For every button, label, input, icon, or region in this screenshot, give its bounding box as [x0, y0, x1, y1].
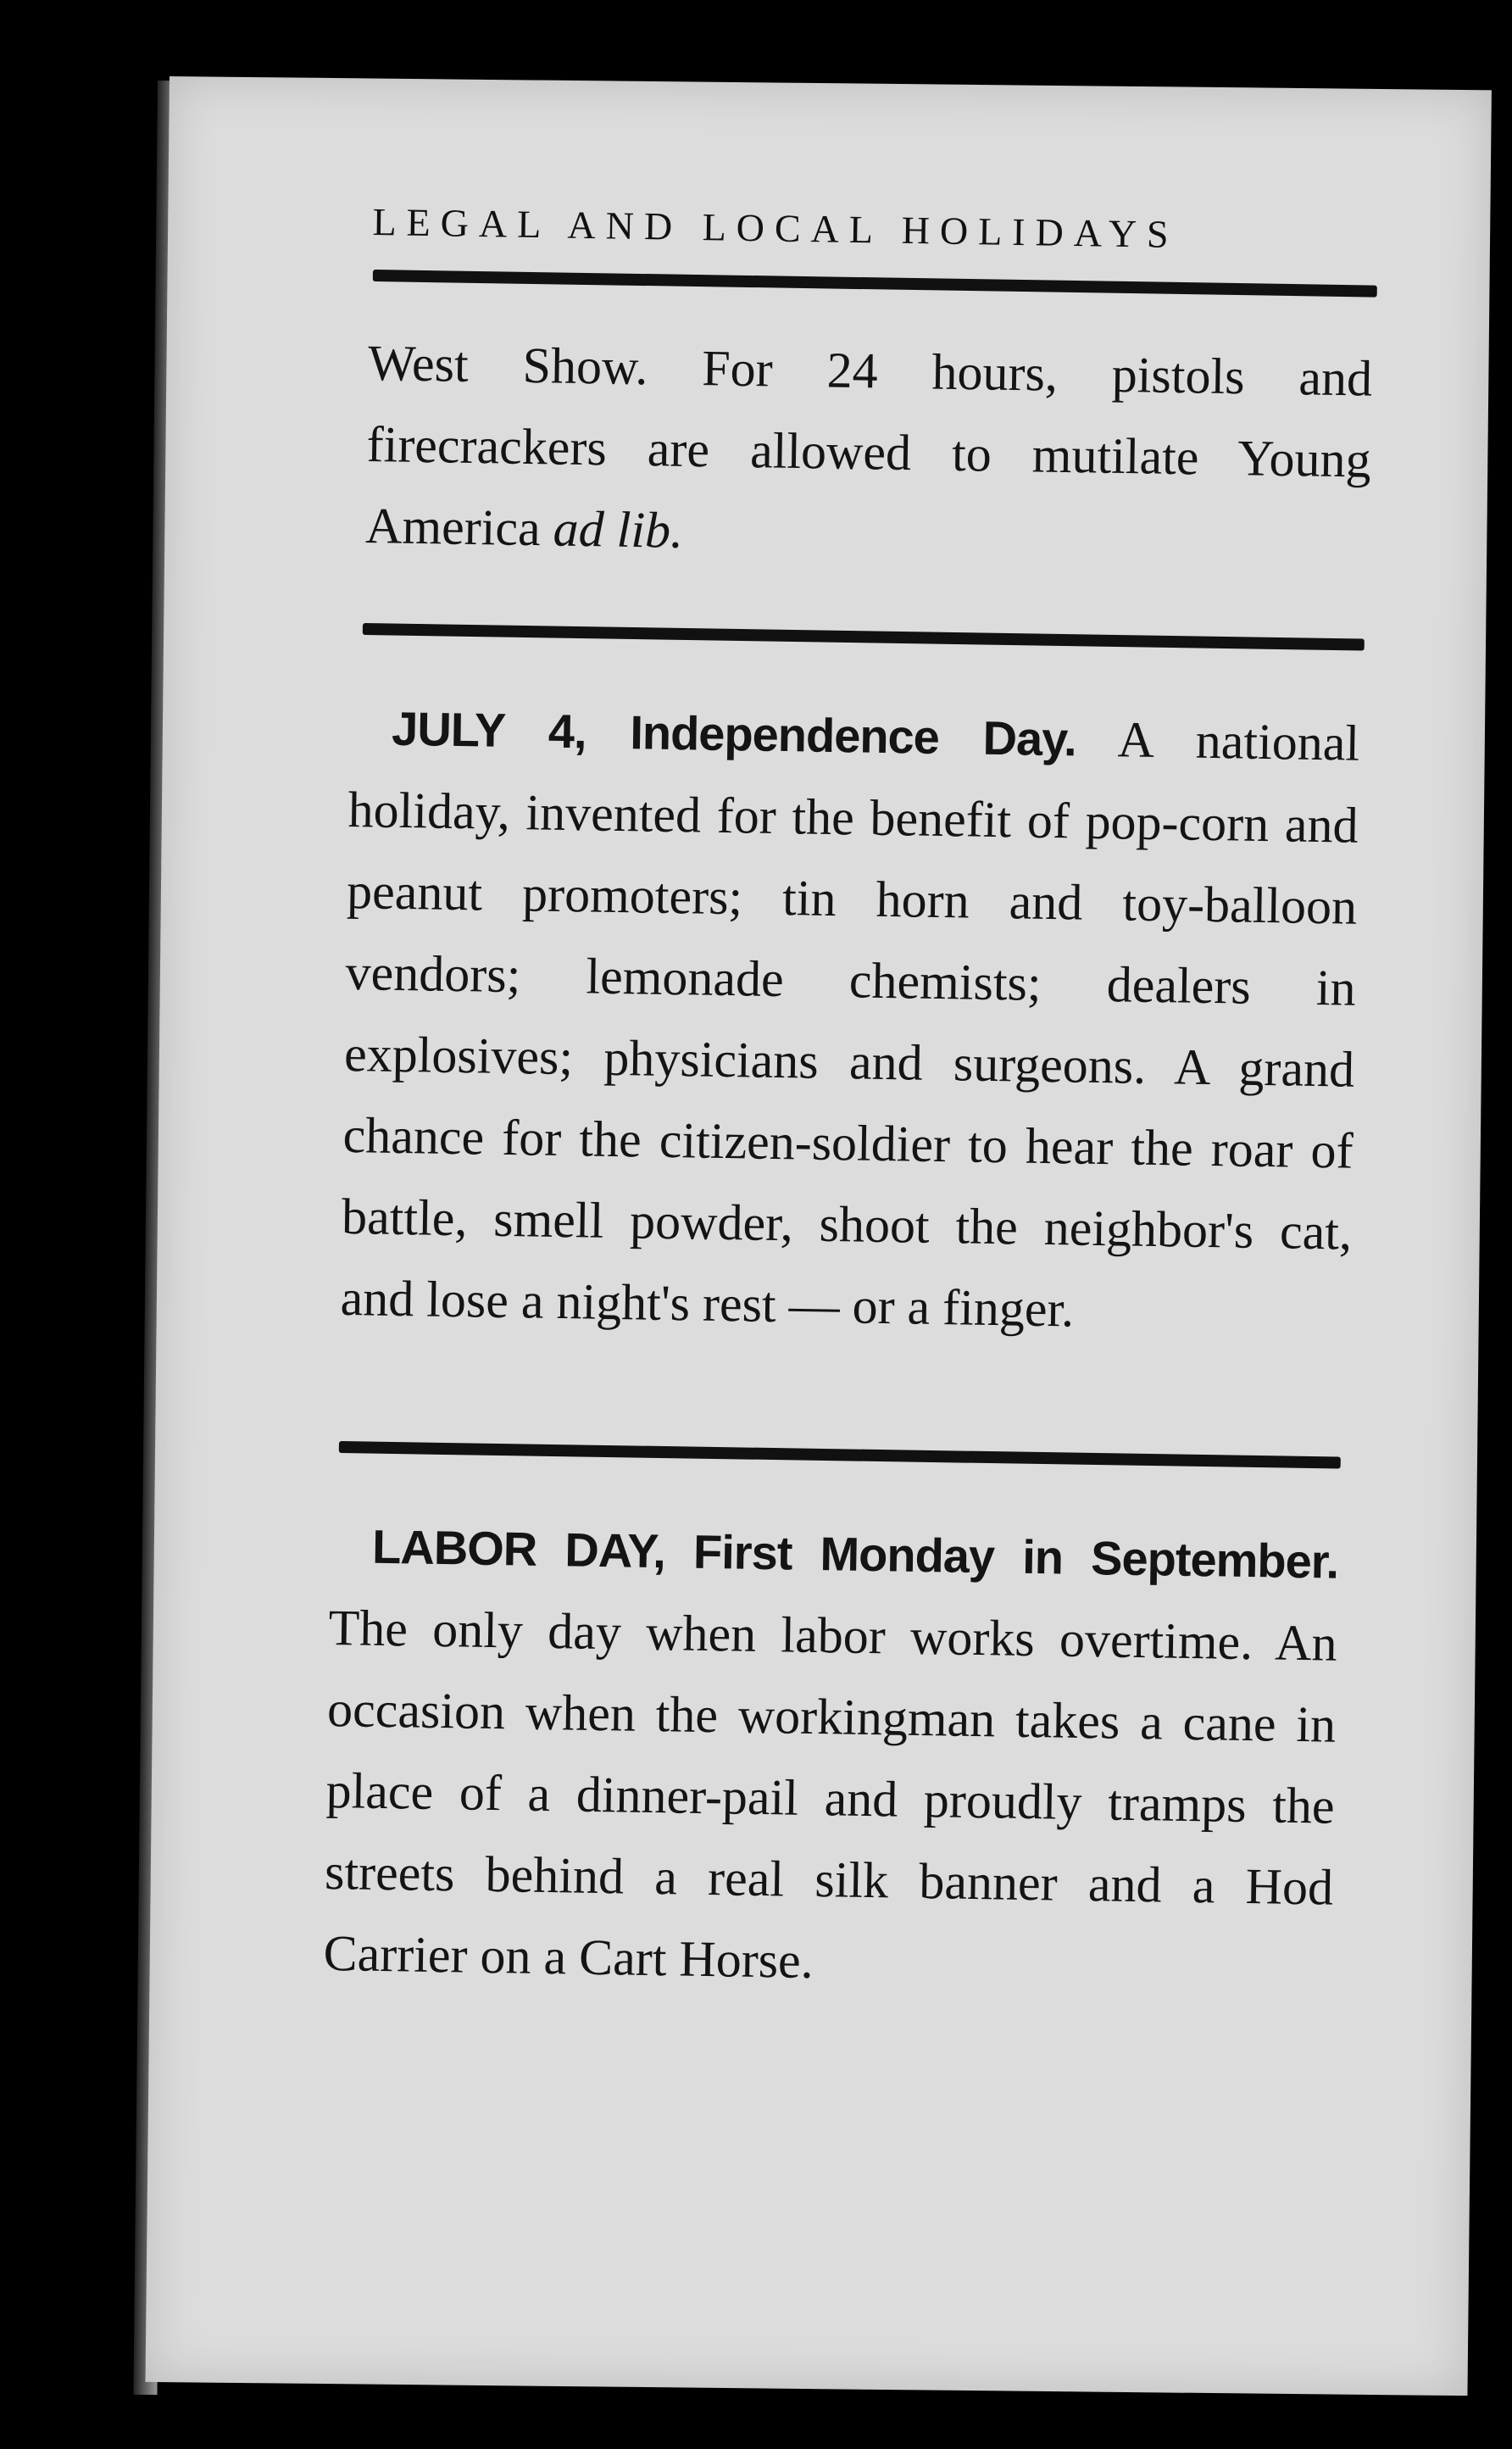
entry-west-show-body: West Show. For 24 hours, pistols and firecrackers are allowed to mutilate Young America — [364, 334, 1373, 557]
entry-labor-day-body: The only day when labor works overtime. An occasion when the workingman takes a cane in place of a dinner-pail and proudly tramps the streets behind a real silk banner and a Hod Carrier on a Cart Horse. — [323, 1599, 1338, 1990]
running-head: LEGAL AND LOCAL HOLIDAYS — [372, 199, 1180, 256]
entry-july-4 — [340, 687, 1360, 1355]
entry-west-show-text — [364, 322, 1372, 582]
entry-july-4-heading: JULY 4, Independence Day. — [391, 701, 1077, 766]
entry-labor-day-text — [323, 1505, 1339, 2010]
entry-west-show-italic: ad lib. — [553, 500, 684, 559]
entry-west-show — [364, 322, 1372, 582]
entry-july-4-body: A national holiday, invented for the benefit of pop-corn and peanut promoters; tin horn and toy-balloon vendors; lemonade chemists; dealers in explosives; physicians and surgeons. A grand chance for the citizen-soldier to hear the roar of battle, smell powder, shoot the neighbor's cat, and lose a night's rest — or a finger. — [340, 711, 1360, 1338]
entry-labor-day-heading: LABOR DAY, First Monday in September. — [371, 1519, 1339, 1589]
entry-labor-day — [323, 1505, 1339, 2010]
entry-july-4-text — [340, 687, 1360, 1355]
